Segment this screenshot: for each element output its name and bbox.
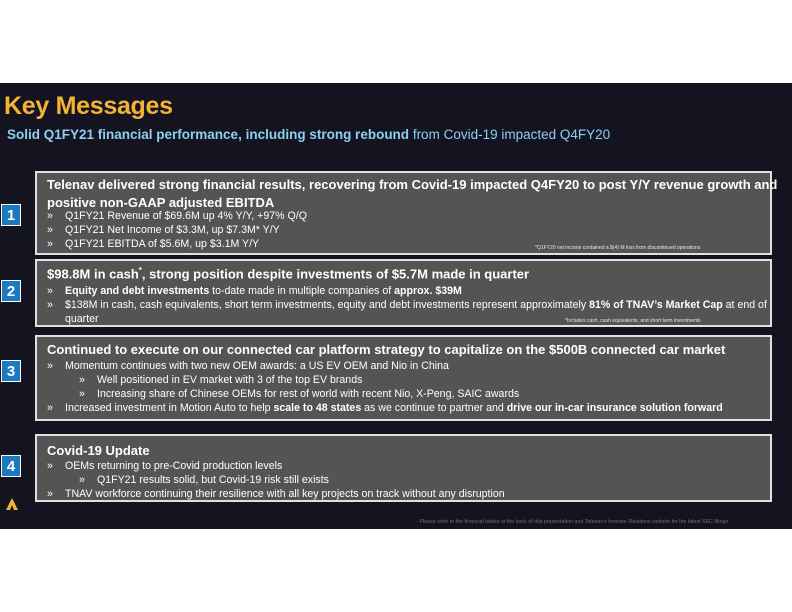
list-item: » Q1FY21 Revenue of $69.6M up 4% Y/Y, +97% Q/Q	[47, 210, 307, 222]
message-box-3	[35, 335, 772, 421]
page-subtitle	[7, 127, 610, 142]
section-number-badge: 1	[1, 204, 21, 226]
section-1-heading-line1: Telenav delivered strong financial results, recovering from Covid-19 impacted Q4FY20 to post Y/Y revenue growth and	[47, 177, 778, 192]
footer-disclaimer: - Please refer to the financial tables at the back of this presentation and Telenav’s Investor Relations website for the latest SEC filings	[416, 519, 728, 525]
section-number-badge: 3	[1, 360, 21, 382]
footnote: *Q1FY20 net income contained a $(4) M loss from discontinued operations	[535, 245, 701, 251]
list-item: » $138M in cash, cash equivalents, short term investments, equity and debt investments represent approximately 81% of TNAV’s Market Cap at end of	[47, 299, 767, 311]
list-item: » OEMs returning to pre-Covid production levels	[47, 460, 283, 472]
list-item: » Equity and debt investments to-date made in multiple companies of approx. $39M	[47, 285, 462, 297]
list-item-continuation: quarter	[65, 313, 99, 325]
telenav-logo-icon	[5, 497, 19, 511]
list-item: » Q1FY21 EBITDA of $5.6M, up $3.1M Y/Y	[47, 238, 260, 250]
subtitle-bold: Solid Q1FY21 financial performance, including strong rebound	[7, 127, 410, 142]
list-item: » Q1FY21 Net Income of $3.3M, up $7.3M* Y/Y	[47, 224, 280, 236]
footnote: *Includes cash, cash equivalents, and short term investments	[565, 318, 701, 324]
list-item: » Momentum continues with two new OEM awards: a US EV OEM and Nio in China	[47, 360, 449, 372]
section-2-heading: $98.8M in cash*, strong position despite investments of $5.7M made in quarter	[47, 266, 530, 282]
page-title: Key Messages	[4, 92, 173, 120]
message-box-2	[35, 259, 772, 327]
section-number-badge: 2	[1, 280, 21, 302]
section-4-heading: Covid-19 Update	[47, 443, 150, 458]
message-box-4	[35, 434, 772, 502]
subtitle-normal: from Covid-19 impacted Q4FY20	[409, 127, 611, 142]
list-item: » Increased investment in Motion Auto to help scale to 48 states as we continue to partner and drive our in-car insurance solution forward	[47, 402, 723, 414]
section-3-heading: Continued to execute on our connected car platform strategy to capitalize on the $500B connected car market	[47, 342, 726, 357]
sub-list-item: » Q1FY21 results solid, but Covid-19 risk still exists	[79, 474, 329, 486]
list-item: » TNAV workforce continuing their resilience with all key projects on track without any disruption	[47, 488, 505, 500]
sub-list-item: » Well positioned in EV market with 3 of the top EV brands	[79, 374, 363, 386]
section-number-badge: 4	[1, 455, 21, 477]
sub-list-item: » Increasing share of Chinese OEMs for rest of world with recent Nio, X-Peng, SAIC awards	[79, 388, 520, 400]
message-box-1	[35, 171, 778, 255]
section-1-heading-line2: positive non-GAAP adjusted EBITDA	[47, 195, 275, 210]
